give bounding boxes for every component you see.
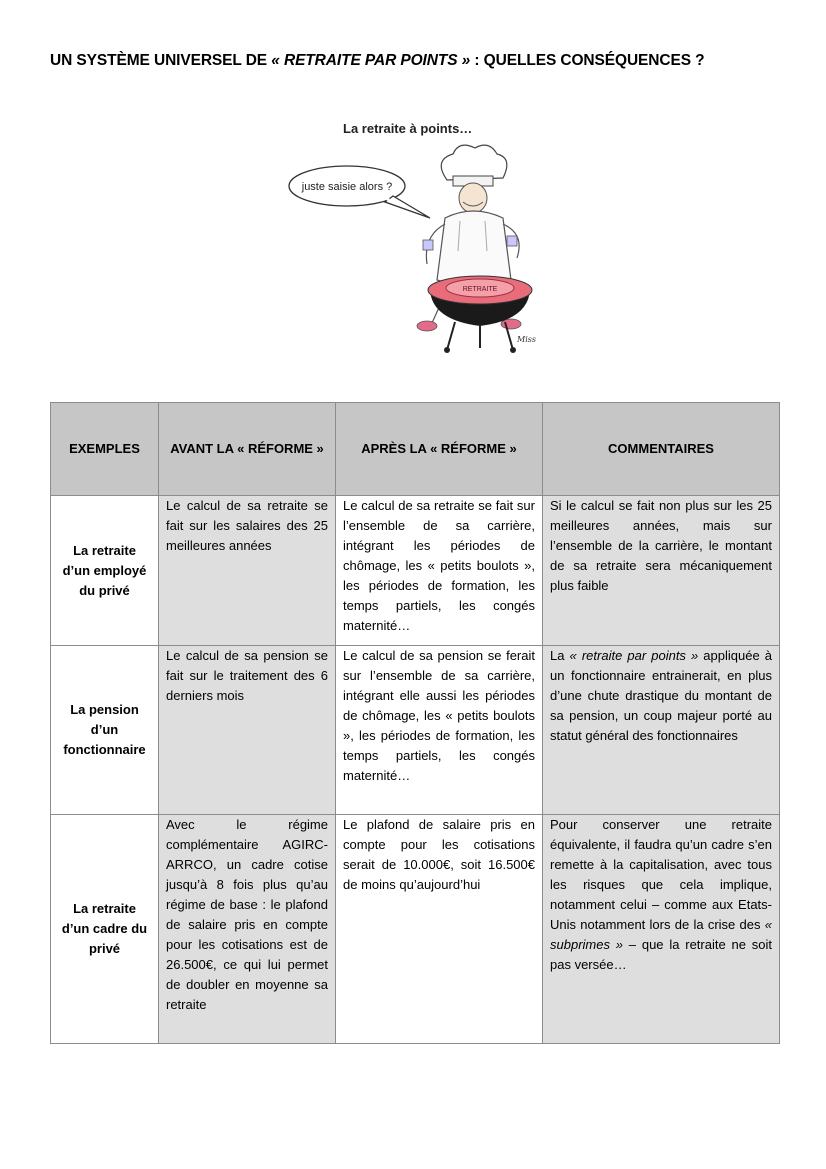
row-label: La pension d’un fonctionnaire (51, 646, 159, 815)
header-after: APRÈS LA « RÉFORME » (336, 403, 543, 496)
row-label: La retraite d’un employé du privé (51, 496, 159, 646)
cell-before: Le calcul de sa retraite se fait sur les salaires des 25 meilleures années (159, 496, 336, 646)
cell-before: Avec le régime complémentaire AGIRC-ARRCO, un cadre cotise jusqu’à 8 fois plus qu’au régime de base : le plafond de salaire pris en compte pour les cotisations est de 26.500€, ce qui lui permet de doubler en moyenne sa retraite (159, 815, 336, 1044)
table-row (51, 646, 780, 815)
speech-bubble (289, 166, 430, 218)
cartoon-illustration (285, 118, 540, 358)
cell-after: Le calcul de sa pension se ferait sur l’ensemble de sa carrière, intégrant elle aussi les périodes de chômage, les « petits boulots », les périodes de formation, les temps partiels, les congés maternité… (336, 646, 543, 815)
row-label: La retraite d’un cadre du privé (51, 815, 159, 1044)
comparison-table (50, 402, 780, 1044)
table-row (51, 815, 780, 1044)
title-italic: « RETRAITE PAR POINTS » (271, 52, 471, 69)
table-header-row (51, 403, 780, 496)
cell-after: Le plafond de salaire pris en compte pour les cotisations serait de 10.000€, soit 16.500€ de moins qu’aujourd’hui (336, 815, 543, 1044)
cell-before: Le calcul de sa pension se fait sur le traitement des 6 derniers mois (159, 646, 336, 815)
grill-label: RETRAITE (462, 286, 498, 293)
cell-comment: La « retraite par points » appliquée à un fonctionnaire entrainerait, en plus d’une chute drastique du montant de sa pension, un coup majeur porté au statut général des fonctionnaires (543, 646, 780, 815)
header-before: AVANT LA « RÉFORME » (159, 403, 336, 496)
table-row (51, 496, 780, 646)
page-title: UN SYSTÈME UNIVERSEL DE « RETRAITE PAR POINTS » : QUELLES CONSÉQUENCES ? (50, 52, 705, 69)
cartoon-signature: Miss (517, 335, 536, 344)
speech-bubble-text: juste saisie alors ? (301, 181, 393, 193)
header-comments: COMMENTAIRES (543, 403, 780, 496)
cell-comment: Pour conserver une retraite équivalente, il faudra qu’un cadre s’en remette à la capitalisation, avec tous les risques que cela implique, notamment celui – comme aux Etats-Unis notamment lors de la crise des « subprimes » – que la retraite ne soit pas versée… (543, 815, 780, 1044)
header-examples: EXEMPLES (51, 403, 159, 496)
cartoon-caption: La retraite à points… (343, 121, 473, 136)
cell-comment: Si le calcul se fait non plus sur les 25 meilleures années, mais sur l’ensemble de la carrière, le montant de sa retraite sera mécaniquement plus faible (543, 496, 780, 646)
cell-after: Le calcul de sa retraite se fait sur l’ensemble de sa carrière, intégrant les périodes de chômage, les « petits boulots », les périodes de formation, les temps partiels, les congés maternité… (336, 496, 543, 646)
